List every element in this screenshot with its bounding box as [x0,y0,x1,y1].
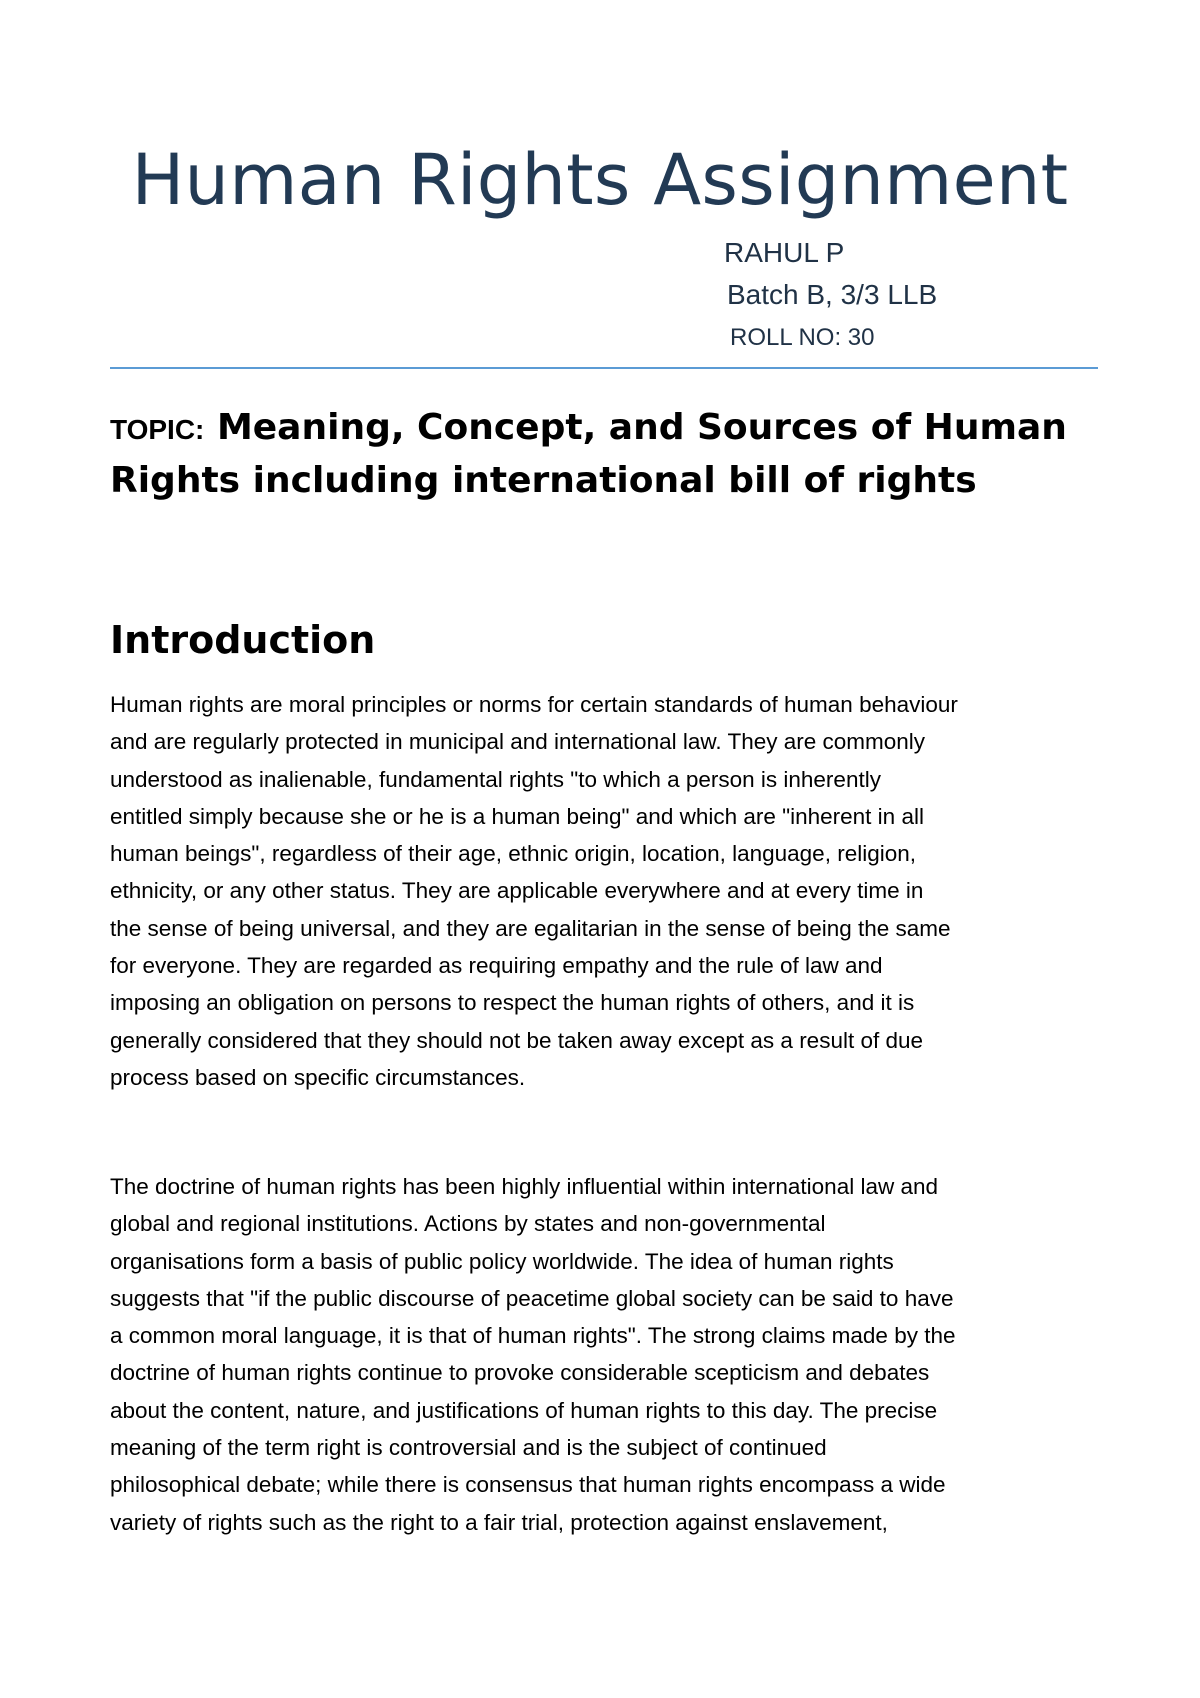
section-heading-introduction: Introduction [110,618,376,662]
paragraph-line: process based on specific circumstances. [110,1064,526,1090]
paragraph-line: organisations form a basis of public policy worldwide. The idea of human rights [110,1248,894,1274]
author-block [724,234,937,358]
paragraph-line: a common moral language, it is that of human rights". The strong claims made by the [110,1323,956,1349]
paragraph-line: human beings", regardless of their age, ethnic origin, location, language, religion, [110,841,916,867]
paragraph-line: meaning of the term right is controversial and is the subject of continued [110,1435,827,1461]
paragraph-line: and are regularly protected in municipal and international law. They are commonly [110,729,926,755]
paragraph-line: entitled simply because she or he is a human being" and which are "inherent in all [110,803,924,829]
author-batch: Batch B, 3/3 LLB [727,279,938,310]
paragraph-line: imposing an obligation on persons to respect the human rights of others, and it is [110,990,915,1016]
paragraph-line: global and regional institutions. Actions by states and non-governmental [110,1211,826,1237]
paragraph-line: doctrine of human rights continue to provoke considerable scepticism and debates [110,1360,930,1386]
topic-label: TOPIC: [110,414,205,445]
topic-text: Meaning, Concept, and Sources of Human Rights including international bill of rights [110,407,1067,501]
topic-heading [110,402,1070,506]
title-divider [110,367,1098,369]
paragraph [110,686,1110,1096]
paragraph-line: suggests that "if the public discourse of peacetime global society can be said to have [110,1285,954,1311]
paragraph-line: understood as inalienable, fundamental rights "to which a person is inherently [110,766,881,792]
paragraph-line: about the content, nature, and justifications of human rights to this day. The precise [110,1397,938,1423]
paragraph-line: Human rights are moral principles or norms for certain standards of human behaviour [110,692,958,717]
author-name: RAHUL P [724,237,845,268]
paragraph-line: ethnicity, or any other status. They are applicable everywhere and at every time in [110,878,924,904]
paragraph-line: philosophical debate; while there is consensus that human rights encompass a wide [110,1472,946,1498]
document-title: Human Rights Assignment [131,139,1069,221]
paragraph-line: variety of rights such as the right to a fair trial, protection against enslavement, [110,1509,888,1535]
paragraph-line: The doctrine of human rights has been highly influential within international law and [110,1174,939,1199]
author-roll-number: ROLL NO: 30 [730,324,875,351]
paragraph-line: generally considered that they should not be taken away except as a result of due [110,1027,924,1053]
paragraph-line: the sense of being universal, and they are egalitarian in the sense of being the same [110,915,951,941]
paragraph [110,1168,1110,1541]
paragraph-line: for everyone. They are regarded as requiring empathy and the rule of law and [110,953,883,979]
